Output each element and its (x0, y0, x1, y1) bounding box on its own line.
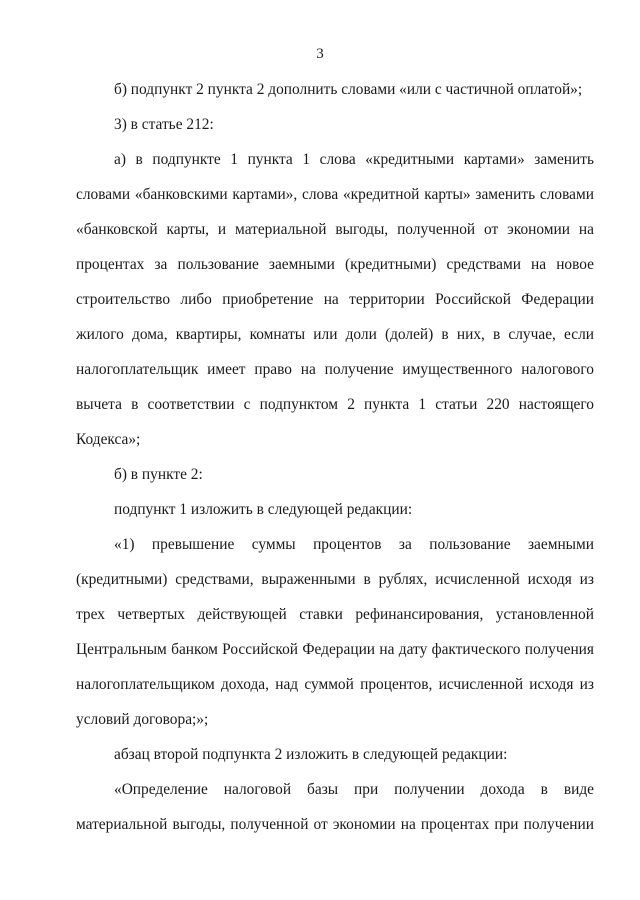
paragraph-second-clause: абзац второй подпункта 2 изложить в следующей редакции: (114, 746, 508, 763)
paragraph-subitem-1-edition: подпункт 1 изложить в следующей редакции: (114, 501, 413, 518)
page-number: 3 (316, 46, 324, 62)
paragraph-tax-base-definition: «Определение налоговой базы при получении дохода в виде материальной выгоды, полученной от экономии на процентах при получении (76, 781, 594, 833)
paragraph-subitem-a-replacement: а) в подпункте 1 пункта 1 слова «кредитными картами» заменить словами «банковскими картами», слова «кредитной карты» заменить словами «банковской карты, и материальной выгоды, полученной от экономии на процентах за пользование заемными (кредитными) средствами на новое строительство либо приобретение на территории Российской Федерации жилого дома, квартиры, комнаты или доли (долей) в них, в случае, если налогоплательщик имеет право на получение имущественного налогового вычета в соответствии с подпунктом 2 пункта 1 статьи 220 настоящего Кодекса»; (76, 151, 594, 448)
paragraph-point-2: б) в пункте 2: (114, 466, 203, 483)
paragraph-article-212: 3) в статье 212: (114, 116, 214, 133)
document-body (76, 72, 594, 842)
paragraph-excess-interest: «1) превышение суммы процентов за пользование заемными (кредитными) средствами, выраженными в рублях, исчисленной исходя из трех четвертых действующей ставки рефинансирования, установленной Центральным банком Российской Федерации на дату фактического получения налогоплательщиком дохода, над суммой процентов, исчисленной исходя из условий договора;»; (76, 536, 594, 728)
paragraph-subitem-b-addition: б) подпункт 2 пункта 2 дополнить словами «или с частичной оплатой»; (114, 81, 583, 98)
